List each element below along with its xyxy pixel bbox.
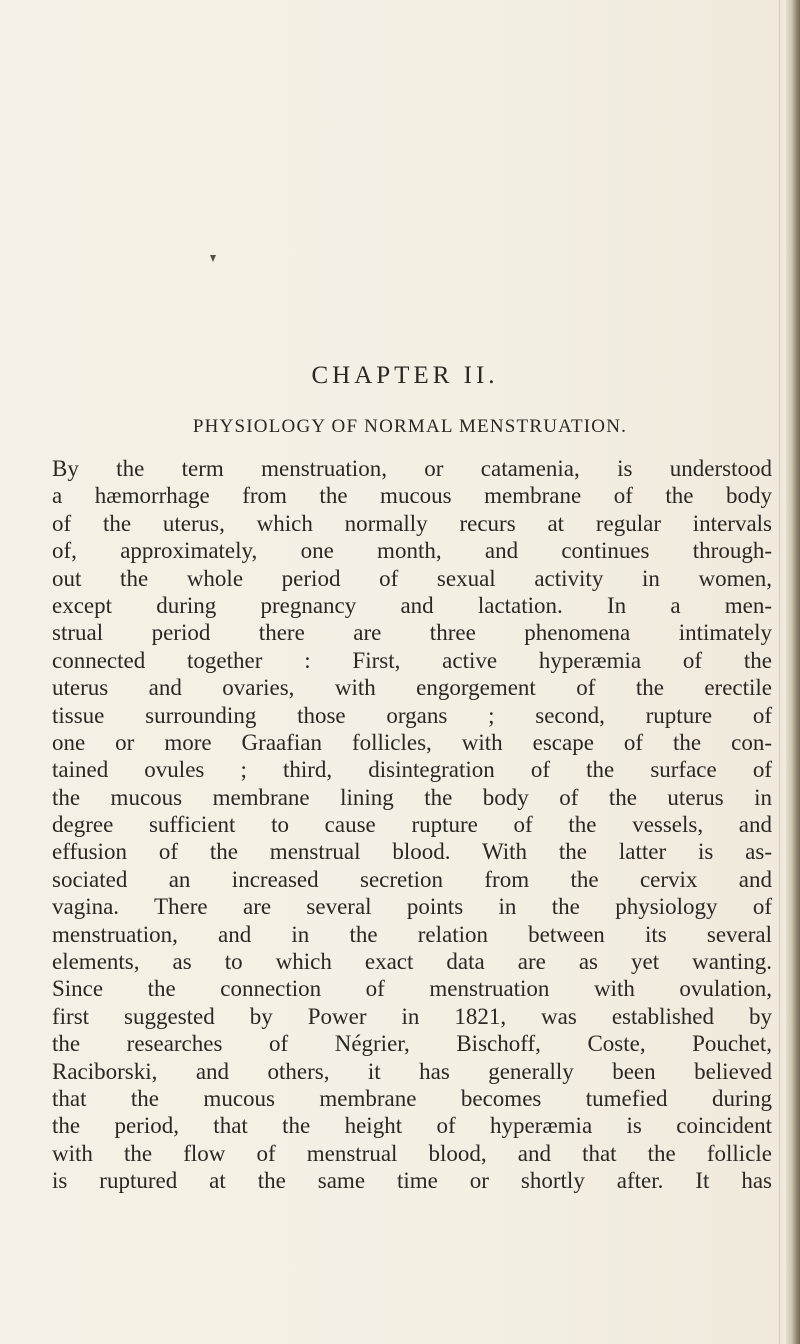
- text-line: By the term menstruation, or catamenia, is understood: [52, 456, 772, 481]
- text-line: first suggested by Power in 1821, was established by: [52, 1003, 772, 1029]
- text-line: except during pregnancy and lactation. In a men-: [52, 592, 772, 618]
- text-line: the researches of Négrier, Bischoff, Coste, Pouchet,: [52, 1031, 772, 1057]
- text-line: of the uterus, which normally recurs at regular intervals: [52, 510, 772, 536]
- text-line: with the flow of menstrual blood, and that the follicle: [52, 1140, 772, 1166]
- chapter-subtitle: PHYSIOLOGY OF NORMAL MENSTRUATION.: [192, 416, 628, 437]
- page-edge: [786, 0, 800, 1344]
- text-line: of, approximately, one month, and continues through-: [52, 538, 772, 564]
- text-line: effusion of the menstrual blood. With the latter is as-: [52, 839, 772, 865]
- text-line: degree sufficient to cause rupture of the vessels, and: [52, 812, 772, 838]
- text-line: a hæmorrhage from the mucous membrane of the body: [52, 483, 772, 509]
- text-line: one or more Graafian follicles, with escape of the con-: [52, 729, 772, 755]
- text-line: the mucous membrane lining the body of the uterus in: [52, 784, 772, 810]
- text-line: sociated an increased secretion from the cervix and: [52, 866, 772, 892]
- text-line: elements, as to which exact data are as yet wanting.: [52, 949, 772, 975]
- text-line: out the whole period of sexual activity in women,: [52, 565, 772, 591]
- text-line: Since the connection of menstruation with ovulation,: [52, 976, 772, 1002]
- body-paragraph: [52, 455, 772, 1195]
- text-line: Raciborski, and others, it has generally been believed: [52, 1058, 772, 1084]
- ink-speck: [210, 255, 216, 262]
- text-line: connected together : First, active hyperæmia of the: [52, 647, 772, 673]
- text-line: menstruation, and in the relation between its several: [52, 921, 772, 947]
- text-line: that the mucous membrane becomes tumefied during: [52, 1085, 772, 1111]
- text-line: vagina. There are several points in the physiology of: [52, 894, 772, 920]
- page-fold-line: [779, 0, 780, 1344]
- text-line: tained ovules ; third, disintegration of the surface of: [52, 757, 772, 783]
- text-line: uterus and ovaries, with engorgement of the erectile: [52, 675, 772, 701]
- text-line: tissue surrounding those organs ; second, rupture of: [52, 702, 772, 728]
- text-line: strual period there are three phenomena intimately: [52, 620, 772, 646]
- text-line: is ruptured at the same time or shortly after. It has: [52, 1168, 772, 1194]
- text-line: the period, that the height of hyperæmia is coincident: [52, 1113, 772, 1139]
- chapter-heading: CHAPTER II.: [311, 362, 499, 389]
